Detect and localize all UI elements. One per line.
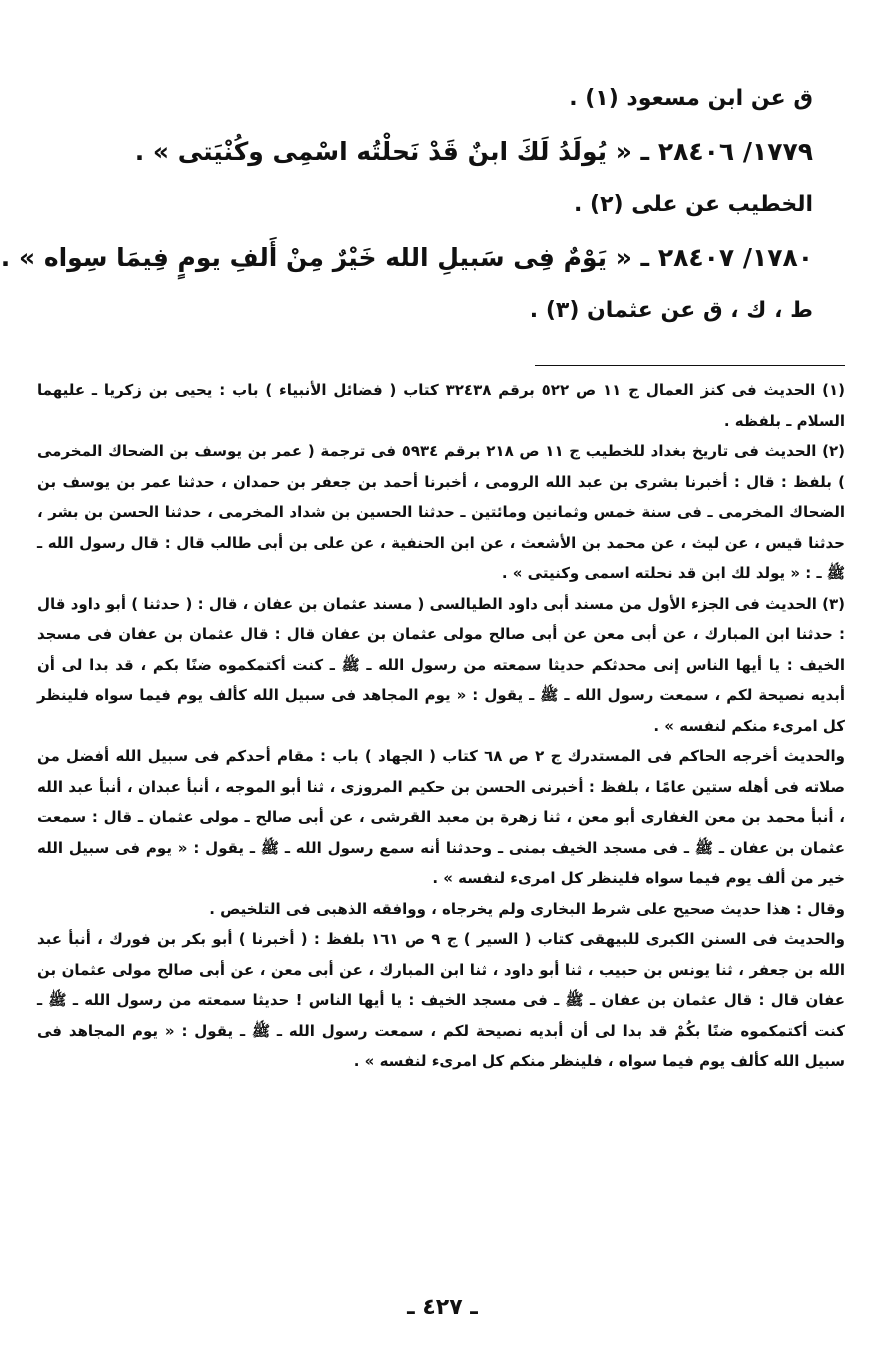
footnote-paragraph: والحديث فى السنن الكبرى للبيهقى كتاب ( السير ) ج ٩ ص ١٦١ بلفظ : ( أخبرنا ) أبو بكر بن فورك ، أنبأ عبد الله بن جعفر ، ثنا يونس بن حبيب ، ثنا أبو داود ، ثنا ابن المبارك ، عن أبى معن ، عن أبى صالح مولى عثمان بن عفان قال : قال عثمان بن عفان ـ ﷺ ـ فى مسجد الخيف : يا أيها الناس ! حديثا سمعته من رسول الله ـ ﷺ ـ كنت أكتمكموه ضنًا بكُمْ قد بدا لى أن أبديه نصيحة لكم ، سمعت رسول الله ـ ﷺ ـ يقول : « يوم المجاهد فى سبيل الله كألف يوم فيما سواه ، فلينظر منكم كل امرىء لنفسه » . xyxy=(37,930,846,1070)
page-number: ـ ٤٢٧ ـ xyxy=(407,1295,478,1320)
footnote-separator xyxy=(535,365,845,366)
footnote: (٢) الحديث فى تاريخ بغداد للخطيب ج ١١ ص ٢١٨ برقم ٥٩٣٤ فى ترجمة ( عمر بن يوسف بن الضحاك المخرمى ) بلفظ : قال : أخبرنا بشرى بن عبد الله الرومى ، أخبرنا أحمد بن جعفر بن حمدان ، حدثنا عمر بن يوسف بن الضحاك المخرمى ـ فى سنة خمس وثمانين ومائتين ـ حدثنا الحسين بن شداد المخرمى ، حدثنا الحسن بن بشر ، حدثنا قيس ، عن ليث ، عن محمد بن الأشعث ، عن ابن الحنفية ، عن على بن أبى طالب قال : قال رسول الله ـ ﷺ ـ : « يولد لك ابن قد نحلته اسمى وكنيتى » . xyxy=(37,442,845,582)
footnote-paragraph: والحديث أخرجه الحاكم فى المستدرك ج ٢ ص ٦٨ كتاب ( الجهاد ) باب : مقام أحدكم فى سبيل الله أفضل من صلاته فى أهله ستين عامًا ، بلفظ : أخبرنى الحسن بن حكيم المروزى ، ثنا أبو الموجه ، أنبأ عبدان ، أنبأ عبد الله ، أنبأ محمد بن معن الغفارى أبو معن ، ثنا زهرة بن معبد القرشى ، عن أبى صالح ـ مولى عثمان ـ قال : سمعت عثمان بن عفان ـ ﷺ ـ فى مسجد الخيف بمنى ـ وحدثنا أنه سمع رسول الله ـ ﷺ ـ يقول : « يوم فى سبيل الله خير من ألف يوم فيما سواه فلينظر كل امرىء لنفسه » . xyxy=(37,747,845,887)
hadith-line: ١٧٧٩/ ٢٨٤٠٦ ـ « يُولَدُ لَكَ ابنٌ قَدْ نَحلْتُه اسْمِى وكُنْيَتى » . xyxy=(134,137,813,166)
footnotes xyxy=(37,375,845,1077)
main-text xyxy=(0,72,813,337)
hadith-source-line: ط ، ك ، ق عن عثمان (٣) . xyxy=(529,298,813,323)
footnote: (١) الحديث فى كنز العمال ج ١١ ص ٥٢٢ برقم ٣٢٤٣٨ كتاب ( فضائل الأنبياء ) باب : يحيى بن زكريا ـ عليهما السلام ـ بلفظه . xyxy=(37,381,845,430)
hadith-line: ١٧٨٠/ ٢٨٤٠٧ ـ « يَوْمٌ فِى سَبيلِ الله خَيْرٌ مِنْ أَلفِ يومٍ فِيمَا سِواه » . xyxy=(0,243,813,272)
footnote: (٣) الحديث فى الجزء الأول من مسند أبى داود الطيالسى ( مسند عثمان بن عفان ، قال : ( حدثنا ) أبو داود قال : حدثنا ابن المبارك ، عن أبى معن عن أبى صالح مولى عثمان بن عفان قال : قال عثمان بن عفان فى مسجد الخيف : يا أيها الناس إنى محدثكم حديثا سمعته من رسول الله ـ ﷺ ـ كنت أكتمكموه ضنًا بكم ، قد بدا لى أن أبديه نصيحة لكم ، سمعت رسول الله ـ ﷺ ـ يقول : « يوم المجاهد فى سبيل الله كألف يوم فيما سواه فلينظر كل امرىء منكم لنفسه » . xyxy=(37,594,845,735)
hadith-source-line: ق عن ابن مسعود (١) . xyxy=(569,86,813,111)
footnote-paragraph: وقال : هذا حديث صحيح على شرط البخارى ولم يخرجاه ، ووافقه الذهبى فى التلخيص . xyxy=(209,899,845,918)
hadith-source-line: الخطيب عن على (٢) . xyxy=(574,192,813,217)
